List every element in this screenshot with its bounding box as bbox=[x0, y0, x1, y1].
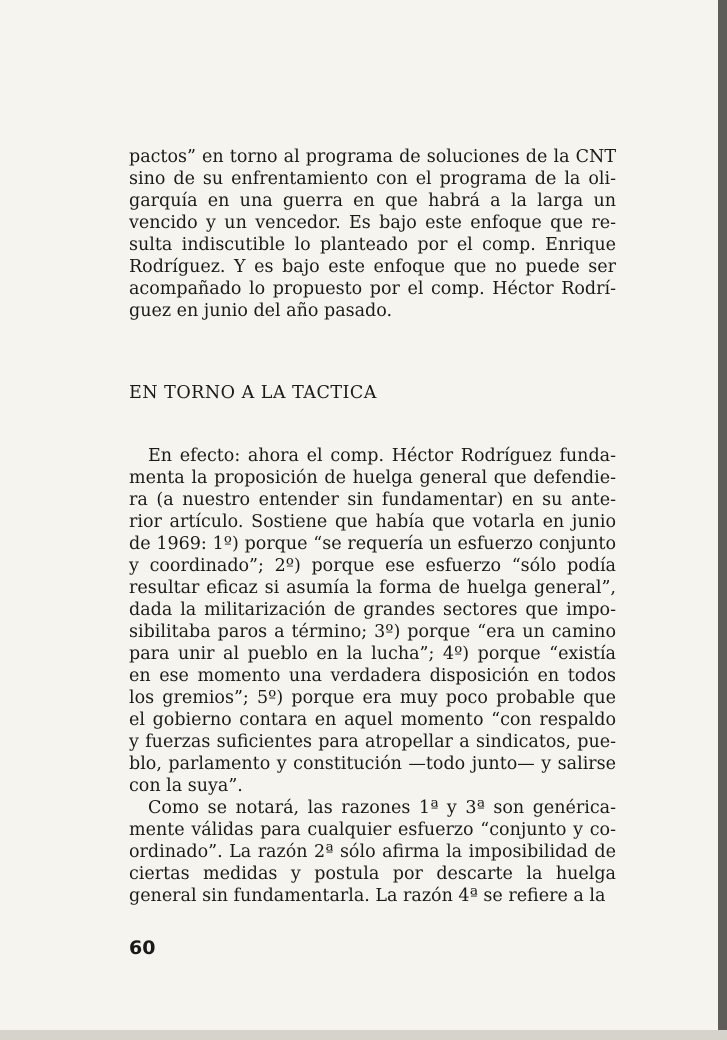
body-text-main bbox=[129, 445, 616, 907]
page-number: 60 bbox=[129, 937, 156, 959]
paragraph-2: Como se notará, las razones 1ª y 3ª son genéricamente válidas para cualquier esfuerzo “conjunto y coordinado”. La razón 2ª sólo afirma la imposibilidad de ciertas medidas y postula por descarte la huelga general sin fundamentarla. La razón 4ª se refiere a la bbox=[129, 798, 616, 906]
paragraph-1: En efecto: ahora el comp. Héctor Rodríguez fundamenta la proposición de huelga general que defendiera (a nuestro entender sin fundamentar) en su anterior artículo. Sostiene que había que votarla en junio de 1969: 1º) porque “se requería un esfuerzo conjunto y coordinado”; 2º) porque ese esfuerzo “sólo podía resultar eficaz si asumía la forma de huelga general”, dada la militarización de grandes sectores que imposibilitaba paros a término; 3º) porque “era un camino para unir al pueblo en la lucha”; 4º) porque “existía en ese momento una verdadera disposición en todos los gremios”; 5º) porque era muy poco probable que el gobierno contara en aquel momento “con respaldo y fuerzas suficientes para atropellar a sindicatos, pueblo, parlamento y constitución —todo junto— y salirse con la suya”. bbox=[129, 446, 616, 796]
scan-right-edge bbox=[718, 0, 727, 1040]
scan-bottom-edge bbox=[0, 1030, 727, 1040]
section-heading: EN TORNO A LA TACTICA bbox=[129, 383, 377, 403]
paragraph-continuation: pactos” en torno al programa de soluciones de la CNT sino de su enfrentamiento con el programa de la oligarquía en una guerra en que habrá a la larga un vencido y un vencedor. Es bajo este enfoque que resulta indiscutible lo planteado por el comp. Enrique Rodríguez. Y es bajo este enfoque que no puede ser acompañado lo propuesto por el comp. Héctor Rodríguez en junio del año pasado. bbox=[129, 147, 616, 321]
body-text-top bbox=[129, 146, 616, 322]
